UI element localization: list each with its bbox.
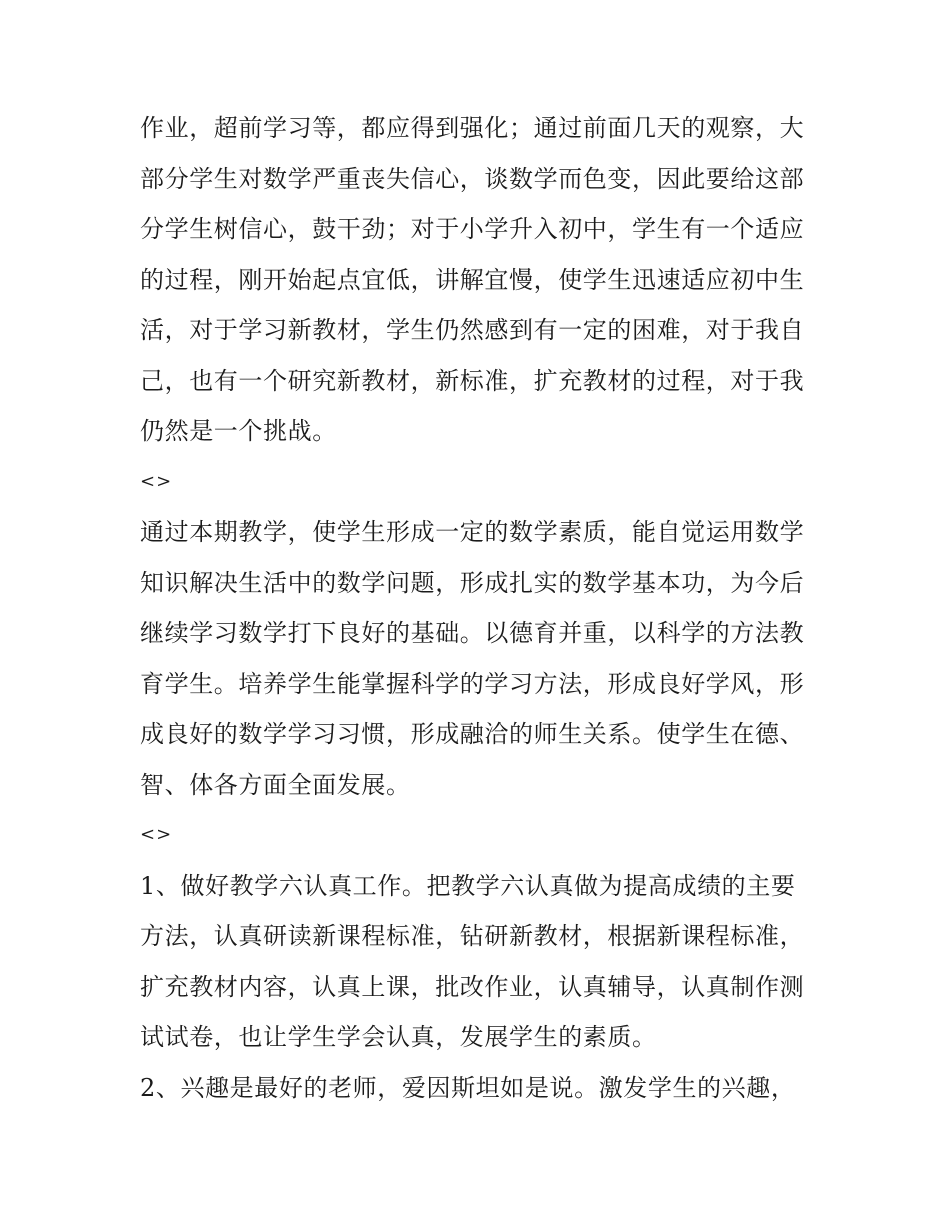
paragraph-teaching-goals: 通过本期教学，使学生形成一定的数学素质，能自觉运用数学知识解决生活中的数学问题，形成扎实的数学基本功，为今后继续学习数学打下良好的基础。以德育并重，以科学的方法教育学生。培养学生能掌握科学的学习方法，形成良好学风，形成良好的数学学习习惯，形成融洽的师生关系。使学生在德、智、体各方面全面发展。 [140,518,805,799]
section-marker: <> [140,470,173,492]
section-marker: <> [140,824,173,845]
paragraph-item-2: 2、兴趣是最好的老师，爱因斯坦如是说。激发学生的兴趣， [140,1073,796,1102]
paragraph-item-1: 1、做好教学六认真工作。把教学六认真做为提高成绩的主要方法，认真研读新课程标准，钻研新教材，根据新课程标准，扩充教材内容，认真上课，批改作业，认真辅导，认真制作测试试卷，也让学生学会认真，发展学生的素质。 [140,871,805,1051]
document-body [140,103,820,1113]
paragraph-homework-and-challenges: 作业，超前学习等，都应得到强化；通过前面几天的观察，大部分学生对数学严重丧失信心，谈数学而色变，因此要给这部分学生树信心，鼓干劲；对于小学升入初中，学生有一个适应的过程，刚开始起点宜低，讲解宜慢，使学生迅速适应初中生活，对于学习新教材，学生仍然感到有一定的困难，对于我自己，也有一个研究新教材，新标准，扩充教材的过程，对于我仍然是一个挑战。 [140,114,805,445]
